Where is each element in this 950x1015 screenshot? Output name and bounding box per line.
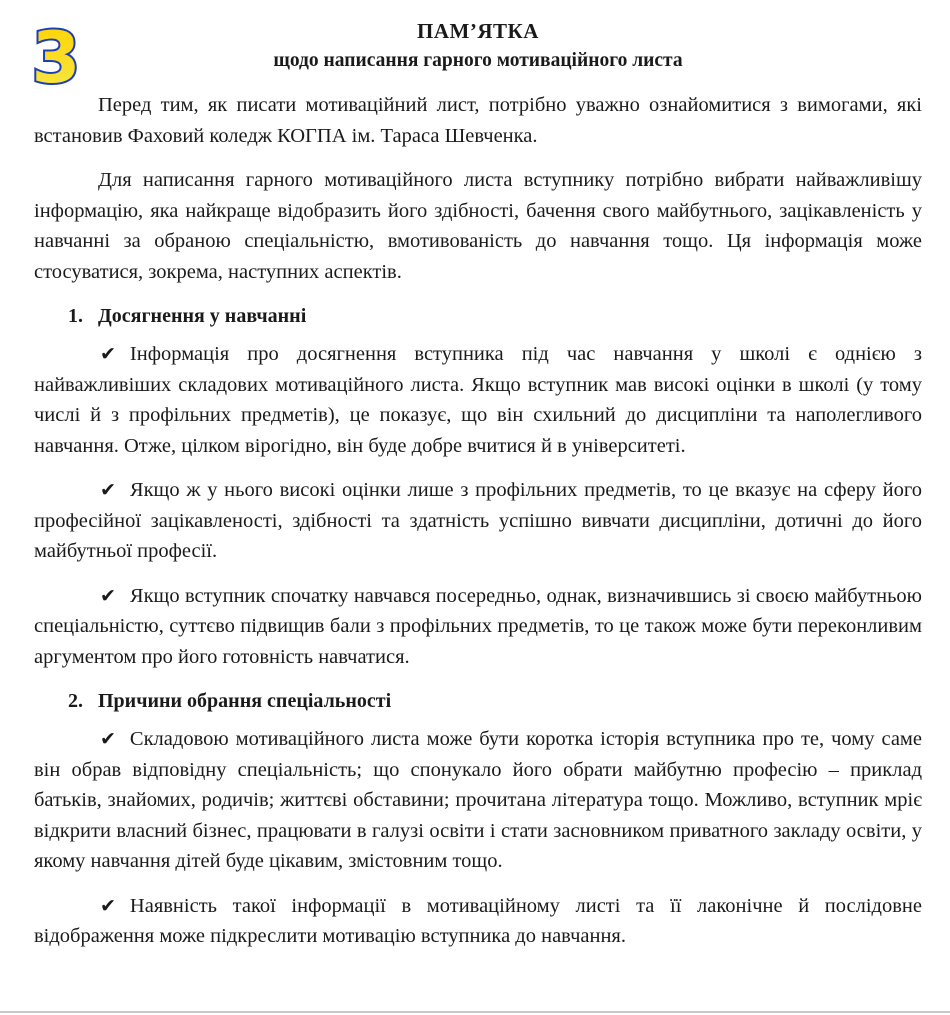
checkmark-icon: ✔ bbox=[100, 584, 116, 607]
bullet-text: Якщо вступник спочатку навчався посередньо, однак, визначившись зі своєю майбутньою спеціальністю, суттєво підвищив бали з профільних предметів, то це також може бути переконливим аргументом про його готовність навчатися. bbox=[34, 584, 922, 668]
section-heading-text: Досягнення у навчанні bbox=[98, 305, 307, 327]
bullet-text: Складовою мотиваційного листа може бути коротка історія вступника про те, чому саме він обрав відповідну спеціальність; що спонукало його обрати майбутню професію – приклад батьків, знайомих, родичів; життєві обставини; прочитана література тощо. Можливо, вступник мріє відкрити власний бізнес, працювати в галузі освіти і стати засновником приватного закладу освіти, у якому навчання дітей буде цікавим, змістовним тощо. bbox=[34, 728, 922, 872]
section-heading-text: Причини обрання спеціальності bbox=[98, 690, 392, 712]
bullet-item bbox=[34, 891, 922, 952]
intro-paragraph-2: Для написання гарного мотиваційного листа вступнику потрібно вибрати найважливішу інформацію, яка найкраще відобразить його здібності, бачення свого майбутнього, зацікавленість у навчанні за обраною спеціальністю, вмотивованість до навчання тощо. Ця інформація може стосуватися, зокрема, наступних аспектів. bbox=[34, 169, 922, 283]
bullet-text: Наявність такої інформації в мотиваційному листі та її лаконічне й послідовне відображення може підкреслити мотивацію вступника до навчання. bbox=[34, 894, 922, 947]
bullet-text: Якщо ж у нього високі оцінки лише з профільних предметів, то це вказує на сферу його професійної зацікавленості, здібності та здатність успішно вивчати дисципліни, дотичні до його майбутньої професії. bbox=[34, 479, 922, 562]
checkmark-icon: ✔ bbox=[100, 343, 116, 365]
section-number: 2. bbox=[68, 690, 83, 712]
checkmark-icon: ✔ bbox=[100, 728, 116, 750]
bullet-item bbox=[34, 581, 922, 673]
page-number-badge bbox=[32, 20, 80, 92]
bottom-divider bbox=[0, 1011, 950, 1013]
bullet-item bbox=[34, 724, 922, 877]
intro-paragraph-1: Перед тим, як писати мотиваційний лист, потрібно уважно ознайомитися з вимогами, які встановив Фаховий коледж КОГПА ім. Тараса Шевченка. bbox=[34, 94, 922, 147]
checkmark-icon: ✔ bbox=[100, 894, 116, 917]
page-subtitle: щодо написання гарного мотиваційного листа bbox=[273, 50, 683, 71]
bullet-item bbox=[34, 339, 922, 461]
section-heading-achievements bbox=[68, 301, 922, 331]
badge-number: 3 bbox=[32, 20, 80, 92]
bullet-item bbox=[34, 475, 922, 567]
section-number: 1. bbox=[68, 305, 83, 327]
page-title: ПАМ’ЯТКА bbox=[417, 19, 539, 43]
number-three-icon bbox=[32, 20, 80, 92]
bullet-text: Інформація про досягнення вступника під час навчання у школі є однією з найважливіших складових мотиваційного листа. Якщо вступник мав високі оцінки в школі (у тому числі й з профільних предметів), це показує, що він схильний до дисципліни та наполегливого навчання. Отже, цілком вірогідно, він буде добре вчитися й в університеті. bbox=[34, 343, 922, 457]
section-heading-reasons bbox=[68, 686, 922, 716]
checkmark-icon: ✔ bbox=[100, 479, 116, 501]
